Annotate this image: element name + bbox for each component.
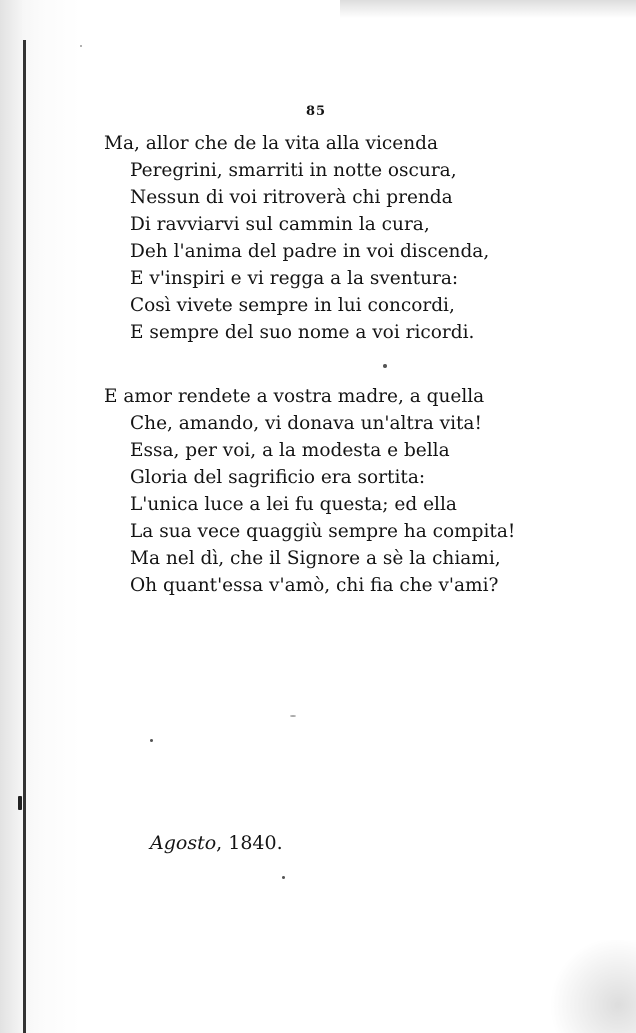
date-signature (150, 830, 283, 857)
page-gutter-line (23, 40, 26, 1033)
ink-speck (290, 715, 296, 717)
verse-line: Così vivete sempre in lui concordi, (130, 295, 455, 316)
verse-line: Gloria del sagrificio era sortita: (130, 467, 426, 488)
ink-speck (80, 45, 82, 47)
scan-smudge-bottom-right (546, 940, 636, 1033)
date-month: Agosto (150, 832, 217, 854)
verse-line: L'unica luce a lei fu questa; ed ella (130, 494, 457, 515)
verse-line: La sua vece quaggiù sempre ha compita! (130, 521, 516, 542)
verse-line: Peregrini, smarriti in notte oscura, (130, 160, 457, 181)
stanza-1 (104, 130, 524, 346)
date-separator: , (216, 832, 229, 854)
verse-line: Che, amando, vi donava un'altra vita! (130, 413, 482, 434)
verse-line: E amor rendete a vostra madre, a quella (104, 386, 485, 407)
date-year: 1840. (228, 832, 283, 854)
stanza-2 (104, 383, 524, 599)
scan-smudge-top (340, 0, 636, 18)
verse-line: E sempre del suo nome a voi ricordi. (130, 322, 475, 343)
ink-speck (282, 876, 285, 879)
page-number: 85 (305, 104, 327, 119)
verse-line: Essa, per voi, a la modesta e bella (130, 440, 450, 461)
verse-line: E v'inspiri e vi regga a la sventura: (130, 268, 459, 289)
verse-line: Ma, allor che de la vita alla vicenda (104, 133, 439, 154)
ink-speck (150, 739, 153, 742)
ink-speck (18, 796, 22, 810)
verse-line: Di ravviarvi sul cammin la cura, (130, 214, 430, 235)
ink-speck (383, 364, 387, 368)
page-gutter-shadow (0, 0, 22, 1033)
verse-line: Nessun di voi ritroverà chi prenda (130, 187, 453, 208)
verse-line: Oh quant'essa v'amò, chi fia che v'ami? (130, 575, 499, 596)
verse-line: Deh l'anima del padre in voi discenda, (130, 241, 490, 262)
verse-line: Ma nel dì, che il Signore a sè la chiami, (130, 548, 501, 569)
